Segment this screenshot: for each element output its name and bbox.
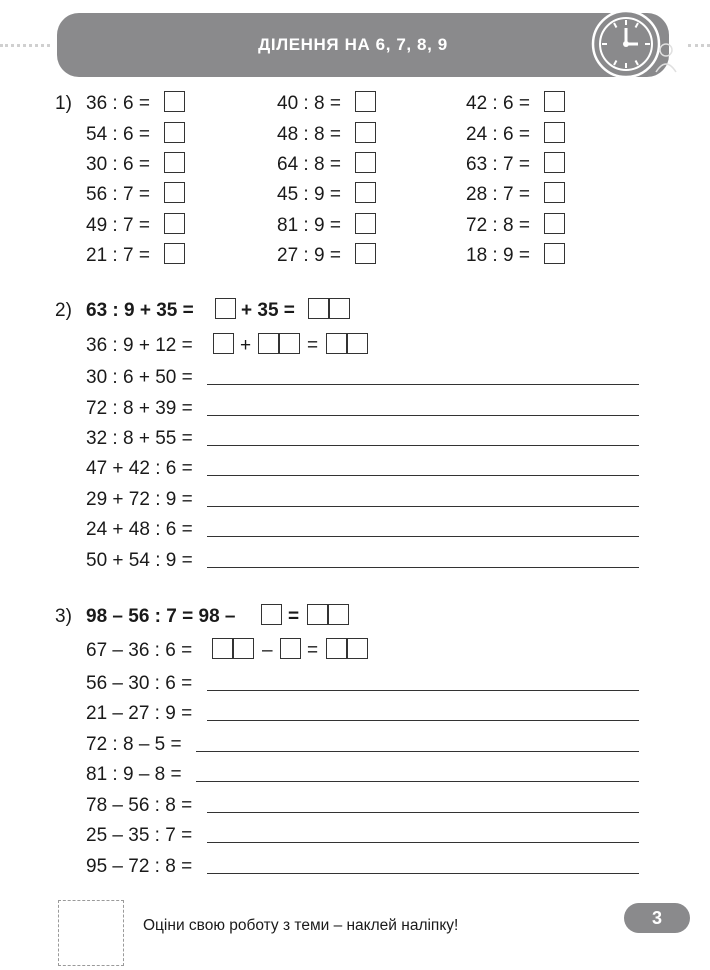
answer-box[interactable] <box>164 213 185 234</box>
answer-line[interactable] <box>207 506 639 507</box>
equals-sign: = <box>307 640 319 661</box>
answer-box[interactable] <box>261 604 282 625</box>
answer-line[interactable] <box>207 812 639 813</box>
answer-box[interactable] <box>544 152 565 173</box>
example-equation: 67 – 36 : 6 = <box>86 640 193 661</box>
answer-line[interactable] <box>207 690 639 691</box>
answer-line[interactable] <box>207 475 639 476</box>
answer-box-ones[interactable] <box>279 333 300 354</box>
equation-text: 54 : 6 = <box>86 124 150 145</box>
answer-box[interactable] <box>544 213 565 234</box>
answer-line[interactable] <box>196 781 639 782</box>
expression-text: 47 + 42 : 6 = <box>86 458 193 479</box>
equation-text: 18 : 9 = <box>466 245 530 266</box>
equation-text: 64 : 8 = <box>277 154 341 175</box>
answer-line[interactable] <box>207 720 639 721</box>
answer-box-ones[interactable] <box>329 298 350 319</box>
equation-text: 45 : 9 = <box>277 184 341 205</box>
answer-line[interactable] <box>207 384 639 385</box>
task-number-3: 3) <box>55 606 72 627</box>
answer-box[interactable] <box>355 182 376 203</box>
page-title: ДІЛЕННЯ НА 6, 7, 8, 9 <box>258 35 448 54</box>
expression-text: 81 : 9 – 8 = <box>86 764 182 785</box>
equation-text: 48 : 8 = <box>277 124 341 145</box>
task-number-2: 2) <box>55 300 72 321</box>
equation-text: 30 : 6 = <box>86 154 150 175</box>
page-number: 3 <box>624 903 690 933</box>
minus-sign: – <box>262 640 273 661</box>
equation-text: 27 : 9 = <box>277 245 341 266</box>
answer-line[interactable] <box>207 873 639 874</box>
equation-text: 40 : 8 = <box>277 93 341 114</box>
answer-line[interactable] <box>207 445 639 446</box>
expression-text: 32 : 8 + 55 = <box>86 428 193 449</box>
answer-box[interactable] <box>355 152 376 173</box>
decorative-dots-right <box>688 44 710 47</box>
answer-line[interactable] <box>207 536 639 537</box>
answer-box-tens[interactable] <box>308 298 329 319</box>
answer-box[interactable] <box>544 243 565 264</box>
answer-line[interactable] <box>196 751 639 752</box>
equation-text: 72 : 8 = <box>466 215 530 236</box>
equation-text: 49 : 7 = <box>86 215 150 236</box>
answer-box-tens[interactable] <box>258 333 279 354</box>
answer-box-tens[interactable] <box>326 333 347 354</box>
answer-box[interactable] <box>355 122 376 143</box>
expression-text: 95 – 72 : 8 = <box>86 856 193 877</box>
equation-text: 81 : 9 = <box>277 215 341 236</box>
expression-text: 29 + 72 : 9 = <box>86 489 193 510</box>
answer-box[interactable] <box>213 333 234 354</box>
answer-box-tens[interactable] <box>212 638 233 659</box>
expression-text: 50 + 54 : 9 = <box>86 550 193 571</box>
answer-box-ones[interactable] <box>233 638 254 659</box>
answer-line[interactable] <box>207 415 639 416</box>
answer-box-ones[interactable] <box>347 638 368 659</box>
equation-text: 28 : 7 = <box>466 184 530 205</box>
equals-sign: = <box>307 335 319 356</box>
example-equation: 36 : 9 + 12 = <box>86 335 193 356</box>
answer-box[interactable] <box>164 91 185 112</box>
answer-box[interactable] <box>355 91 376 112</box>
sticker-placeholder[interactable] <box>58 900 124 966</box>
equation-text: 63 : 7 = <box>466 154 530 175</box>
equation-text: 42 : 6 = <box>466 93 530 114</box>
answer-box[interactable] <box>164 182 185 203</box>
example-equation: 98 – 56 : 7 = 98 – <box>86 606 236 627</box>
task-number-1: 1) <box>55 93 72 114</box>
expression-text: 72 : 8 + 39 = <box>86 398 193 419</box>
expression-text: 72 : 8 – 5 = <box>86 734 182 755</box>
expression-text: 21 – 27 : 9 = <box>86 703 193 724</box>
expression-text: 24 + 48 : 6 = <box>86 519 193 540</box>
answer-box-ones[interactable] <box>347 333 368 354</box>
clock-person-icon <box>590 6 680 82</box>
answer-box-tens[interactable] <box>307 604 328 625</box>
answer-line[interactable] <box>207 842 639 843</box>
answer-box[interactable] <box>164 243 185 264</box>
answer-box-ones[interactable] <box>328 604 349 625</box>
answer-box[interactable] <box>544 182 565 203</box>
equals-sign: = <box>288 606 300 627</box>
example-equation-mid: + 35 = <box>241 300 295 321</box>
answer-box[interactable] <box>280 638 301 659</box>
equation-text: 36 : 6 = <box>86 93 150 114</box>
answer-box[interactable] <box>355 213 376 234</box>
answer-box[interactable] <box>164 122 185 143</box>
self-assessment-text: Оціни свою роботу з теми – наклей наліпку! <box>143 917 459 934</box>
answer-box[interactable] <box>544 91 565 112</box>
answer-box[interactable] <box>355 243 376 264</box>
header-banner <box>57 13 669 77</box>
answer-line[interactable] <box>207 567 639 568</box>
plus-sign: + <box>240 335 252 356</box>
expression-text: 78 – 56 : 8 = <box>86 795 193 816</box>
answer-box[interactable] <box>215 298 236 319</box>
expression-text: 56 – 30 : 6 = <box>86 673 193 694</box>
expression-text: 30 : 6 + 50 = <box>86 367 193 388</box>
answer-box[interactable] <box>164 152 185 173</box>
example-equation: 63 : 9 + 35 = <box>86 300 194 321</box>
expression-text: 25 – 35 : 7 = <box>86 825 193 846</box>
answer-box[interactable] <box>544 122 565 143</box>
equation-text: 56 : 7 = <box>86 184 150 205</box>
answer-box-tens[interactable] <box>326 638 347 659</box>
equation-text: 24 : 6 = <box>466 124 530 145</box>
equation-text: 21 : 7 = <box>86 245 150 266</box>
decorative-dots-left <box>0 44 50 47</box>
